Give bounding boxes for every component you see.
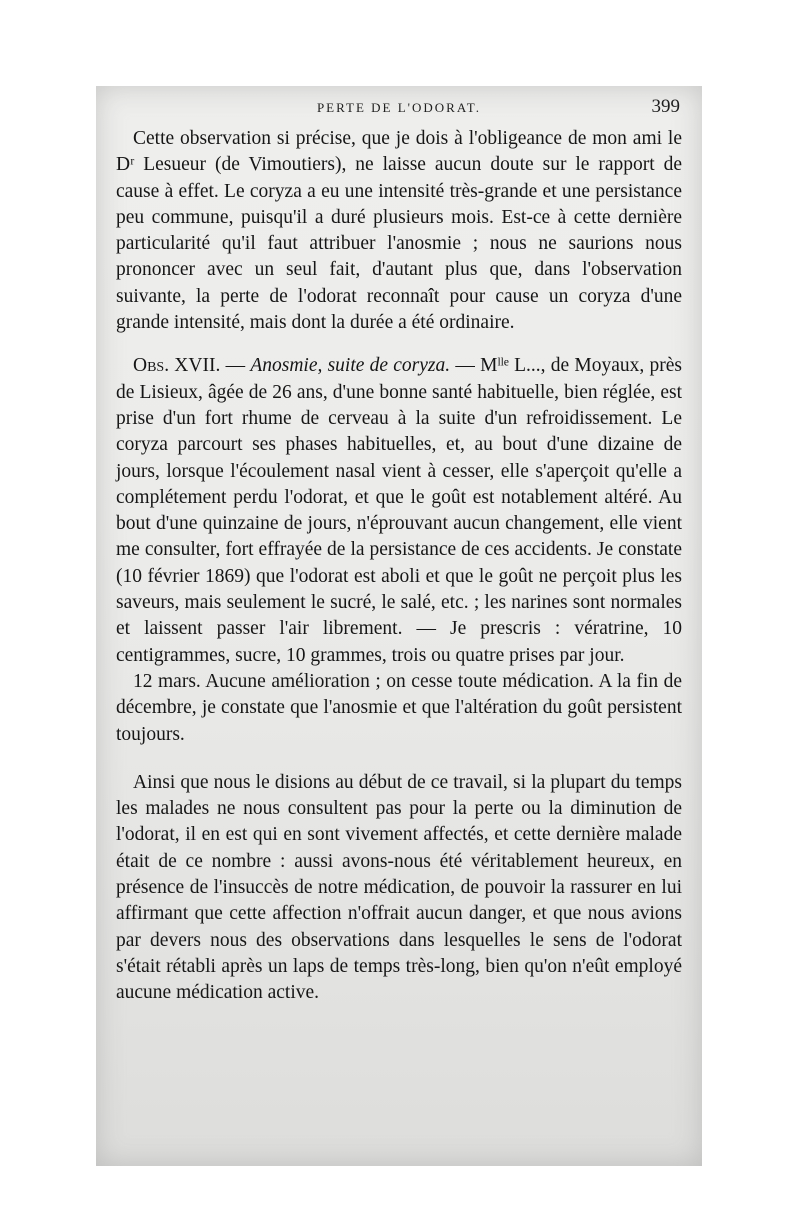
observation-label: Obs. XVII.	[133, 355, 221, 377]
observation-title: Anosmie, suite de coryza.	[250, 355, 451, 377]
paragraph-followup: 12 mars. Aucune amélioration ; on cesse toute médication. A la fin de décembre, je constate que l'anosmie et que l'altération du goût persistent toujours.	[116, 670, 682, 745]
page-header	[118, 96, 680, 120]
page-number: 399	[651, 96, 680, 117]
paragraph-commentary: Cette observation si précise, que je dois à l'obligeance de mon ami le Dʳ Lesueur (de Vimoutiers), ne laisse aucun doute sur le rapport de cause à effet. Le coryza a eu une intensité très-grande et une persistance peu commune, puisqu'il a duré plusieurs mois. Est-ce à cette dernière particularité qu'il faut attribuer l'anosmie ; nous ne saurions nous prononcer avec un seul fait, d'autant plus que, dans l'observation suivante, la perte de l'odorat reconnaît pour cause un coryza d'une grande intensité, mais dont la durée a été ordinaire.	[116, 128, 682, 334]
observation-dash: —	[220, 355, 251, 377]
paragraph-observation-xvii	[116, 353, 682, 669]
observation-body: — Mˡˡᵉ L..., de Moyaux, près de Lisieux, âgée de 26 ans, d'une bonne santé habituelle, bien réglée, est prise d'un fort rhume de cerveau à la suite d'un refroidissement. Le coryza parcourt ses phases habituelles, et, au bout d'une dizaine de jours, lorsque l'écoulement nasal vient à cesser, elle s'aperçoit qu'elle a complétement perdu l'odorat, et que le goût est notablement altéré. Au bout d'une quinzaine de jours, n'éprouvant aucun changement, elle vient me consulter, fort effrayée de la persistance de ces accidents. Je constate (10 février 1869) que l'odorat est aboli et que le goût ne perçoit plus les saveurs, mais seulement le sucré, le salé, etc. ; les narines sont normales et laissent passer l'air librement. — Je prescris : vératrine, 10 centigrammes, sucre, 10 grammes, trois ou quatre prises par jour.	[116, 355, 683, 666]
paragraph-conclusion: Ainsi que nous le disions au début de ce travail, si la plupart du temps les malades ne nous consultent pas pour la perte ou la diminution de l'odorat, il en est qui en sont vivement affectés, et cette dernière malade était de ce nombre : aussi avons-nous été véritablement heureux, en présence de l'insuccès de notre médication, de pouvoir la rassurer en lui affirmant que cette affection n'offrait aucun danger, et que nous avions par devers nous des observations dans lesquelles le sens de l'odorat s'était rétabli après un laps de temps très-long, bien qu'on n'eût employé aucune médication active.	[116, 771, 682, 1004]
body-text	[116, 126, 682, 1007]
running-title: PERTE DE L'ODORAT.	[316, 100, 482, 115]
